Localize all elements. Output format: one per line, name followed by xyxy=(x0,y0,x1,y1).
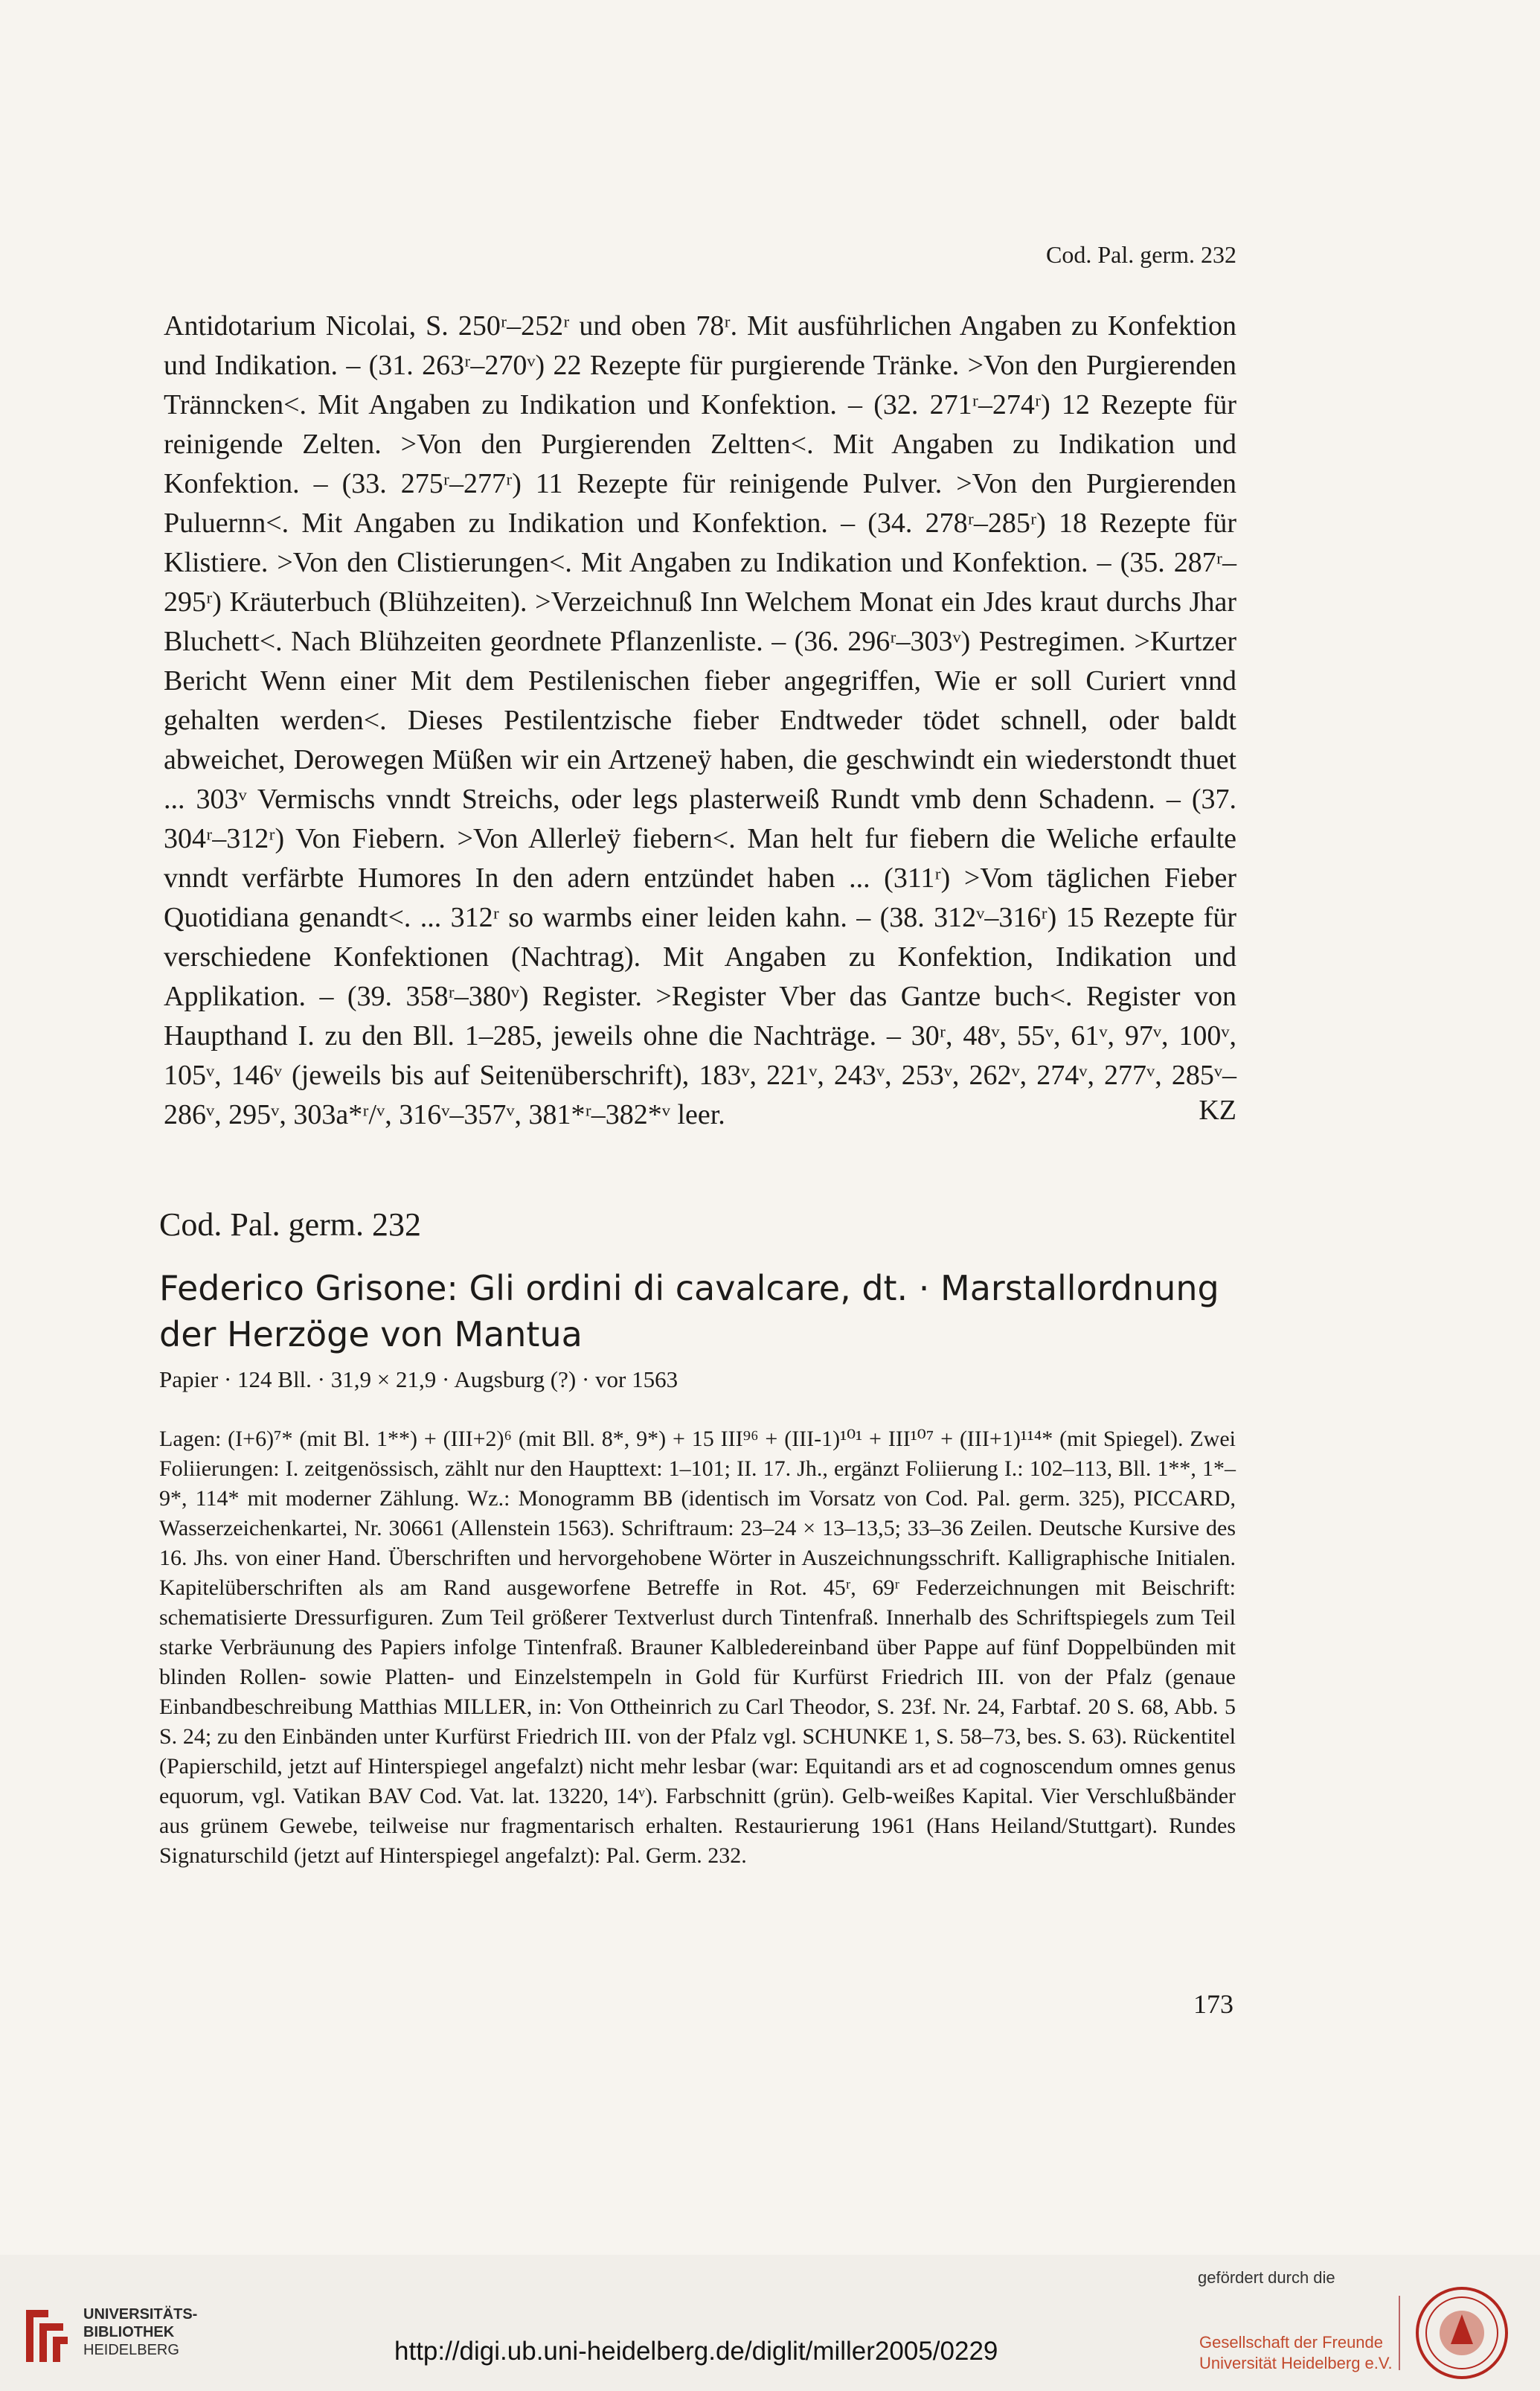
library-name xyxy=(83,2305,197,2359)
body-paragraph: Antidotarium Nicolai, S. 250ʳ–252ʳ und oben 78ʳ. Mit ausführlichen Angaben zu Konfektion und Indikation. – (31. 263ʳ–270ᵛ) 22 Rezepte für purgierende Tränke. >Von den Purgierenden Tränncken<. Mit Angaben zu Indikation und Konfektion. – (32. 271ʳ–274ʳ) 12 Rezepte für reinigende Zelten. >Von den Purgierenden Zeltten<. Mit Angaben zu Indikation und Konfektion. – (33. 275ʳ–277ʳ) 11 Rezepte für reinigende Pulver. >Von den Purgierenden Puluernn<. Mit Angaben zu Indikation und Konfektion. – (34. 278ʳ–285ʳ) 18 Rezepte für Klistiere. >Von den Clistierungen<. Mit Angaben zu Indikation und Konfektion. – (35. 287ʳ–295ʳ) Kräuterbuch (Blühzeiten). >Verzeichnuß Inn Welchem Monat ein Jdes kraut durchs Jhar Bluchett<. Nach Blühzeiten geordnete Pflanzenliste. – (36. 296ʳ–303ᵛ) Pestregimen. >Kurtzer Bericht Wenn einer Mit dem Pestilenischen fieber angegriffen, Wie er soll Curiert vnnd gehalten werden<. Dieses Pestilentzische fieber Endtweder tödet schnell, oder baldt abweichet, Derowegen Müßen wir ein Artzeneÿ haben, die geschwindt ein wiederstondt thuet ... 303ᵛ Vermischs vnndt Streichs, oder legs plasterweiß Rundt vmb denn Schadenn. – (37. 304ʳ–312ʳ) Von Fiebern. >Von Allerleÿ fiebern<. Man helt fur fiebern die Weliche erfaulte vnndt verfärbte Humores In den adern entzündet haben ... (311ʳ) >Vom täglichen Fieber Quotidiana genandt<. ... 312ʳ so warmbs einer leiden kahn. – (38. 312ᵛ–316ʳ) 15 Rezepte für verschiedene Konfektionen (Nachtrag). Mit Angaben zu Konfektion, Indikation und Applikation. – (39. 358ʳ–380ᵛ) Register. >Register Vber das Gantze buch<. Register von Haupthand I. zu den Bll. 1–285, jeweils ohne die Nachträge. – 30ʳ, 48ᵛ, 55ᵛ, 61ᵛ, 97ᵛ, 100ᵛ, 105ᵛ, 146ᵛ (jeweils bis auf Seitenüberschrift), 183ᵛ, 221ᵛ, 243ᵛ, 253ᵛ, 262ᵛ, 274ᵛ, 277ᵛ, 285ᵛ–286ᵛ, 295ᵛ, 303a*ʳ/ᵛ, 316ᵛ–357ᵛ, 381*ʳ–382*ᵛ leer. xyxy=(164,310,1236,1130)
description-paragraph: Lagen: (I+6)⁷* (mit Bl. 1**) + (III+2)⁶ (mit Bll. 8*, 9*) + 15 III⁹⁶ + (III-1)¹⁰¹ + III¹⁰⁷ + (III+1)¹¹⁴* (mit Spiegel). Zwei Foliierungen: I. zeitgenössisch, zählt nur den Haupttext: 1–101; II. 17. Jh., ergänzt Foliierung I.: 102–113, Bll. 1**, 1*–9*, 114* mit moderner Zählung. Wz.: Monogramm BB (identisch im Vorsatz von Cod. Pal. germ. 325), PICCARD, Wasserzeichenkartei, Nr. 30661 (Allenstein 1563). Schriftraum: 23–24 × 13–13,5; 33–36 Zeilen. Deutsche Kursive des 16. Jhs. von einer Hand. Überschriften und hervorgehobene Wörter in Auszeichnungsschrift. Kalligraphische Initialen. Kapitelüberschriften als am Rand ausgeworfene Betreffe in Rot. 45ʳ, 69ʳ Federzeichnungen mit Beischrift: schematisierte Dressurfiguren. Zum Teil größerer Textverlust durch Tintenfraß. Innerhalb des Schriftspiegels zum Teil starke Verbräunung des Papiers infolge Tintenfraß. Brauner Kalbledereinband über Pappe auf fünf Doppelbünden mit blinden Rollen- sowie Platten- und Einzelstempeln in Gold für Kurfürst Friedrich III. von der Pfalz (genaue Einbandbeschreibung Matthias MILLER, in: Von Ottheinrich zu Carl Theodor, S. 23f. Nr. 24, Farbtaf. 20 S. 68, Abb. 5 S. 24; zu den Einbänden unter Kurfürst Friedrich III. von der Pfalz vgl. SCHUNKE 1, S. 58–73, bes. S. 63). Rückentitel (Papierschild, jetzt auf Hinterspiegel angefalzt) nicht mehr lesbar (war: Equitandi ars et ad cognoscendum omnes genus equorum, vgl. Vatikan BAV Cod. Vat. lat. 13220, 14ᵛ). Farbschnitt (grün). Gelb-weißes Kapital. Vier Verschlußbänder aus grünem Gewebe, teilweise nur fragmentarisch erhalten. Restaurierung 1961 (Hans Heiland/Stuttgart). Rundes Signaturschild (jetzt auf Hinterspiegel angefalzt): Pal. Germ. 232. xyxy=(159,1427,1236,1868)
university-seal-icon xyxy=(1414,2285,1510,2385)
library-name-line3: HEIDELBERG xyxy=(83,2342,179,2358)
page-number: 173 xyxy=(1193,1989,1233,2019)
running-header: Cod. Pal. germ. 232 xyxy=(1046,241,1236,268)
entry-heading: Cod. Pal. germ. 232 xyxy=(159,1206,421,1243)
permalink-url[interactable]: http://digi.ub.uni-heidelberg.de/diglit/miller2005/0229 xyxy=(394,2337,998,2366)
library-name-line2: BIBLIOTHEK xyxy=(83,2324,175,2340)
body-text xyxy=(164,307,1236,1135)
entry-meta: Papier · 124 Bll. · 31,9 × 21,9 · Augsburg (?) · vor 1563 xyxy=(159,1366,678,1392)
author-initials: KZ xyxy=(1199,1095,1236,1126)
society-name-line1: Gesellschaft der Freunde xyxy=(1199,2333,1384,2352)
description xyxy=(159,1424,1236,1871)
footer-bar xyxy=(0,2255,1540,2391)
entry-title: Federico Grisone: Gli ordini di cavalcare, dt. · Marstallordnung der Herzöge von Mantua xyxy=(159,1268,1219,1354)
funded-by-label: gefördert durch die xyxy=(1198,2268,1335,2287)
society-name xyxy=(1199,2332,1393,2374)
footer-divider xyxy=(1399,2296,1400,2370)
society-name-line2: Universität Heidelberg e.V. xyxy=(1199,2354,1393,2372)
library-name-line1: UNIVERSITÄTS- xyxy=(83,2306,198,2323)
library-logo-icon xyxy=(19,2302,72,2373)
